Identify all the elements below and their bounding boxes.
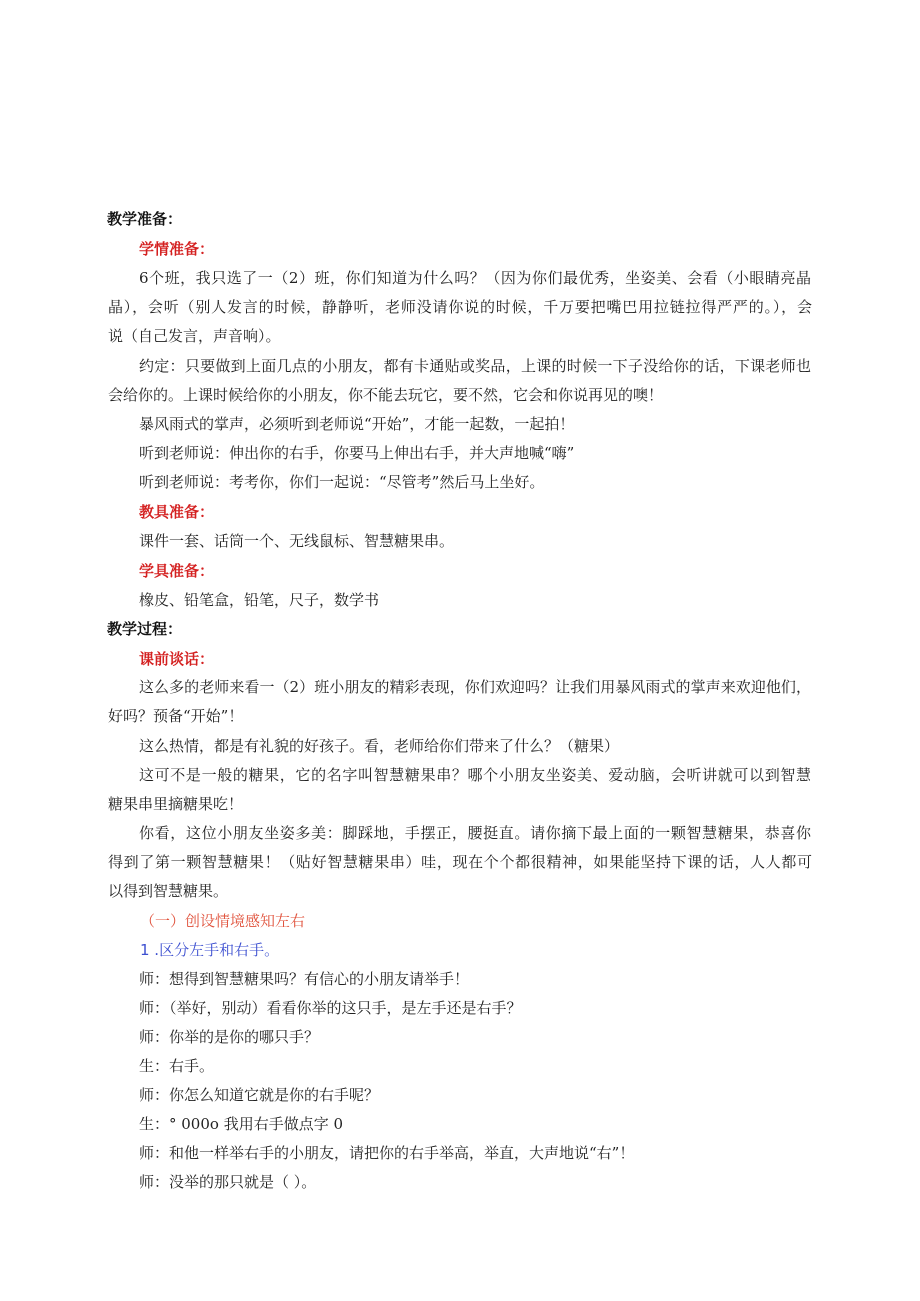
- dialogue-line: 师：（举好，别动）看看你举的这只手，是左手还是右手？: [139, 999, 522, 1017]
- dialogue-line: 师：你怎么知道它就是你的右手呢？: [139, 1086, 380, 1104]
- paragraph-line: 晶），会听（别人发言的时候，静静听，老师没请你说的时候，千万要把嘴巴用拉链拉得严严的。），会: [108, 298, 812, 316]
- dialogue-line: 师：和他一样举右手的小朋友，请把你的右手举高，举直，大声地说“右”！: [139, 1144, 635, 1162]
- student-tools-text: 橡皮、铅笔盒，铅笔，尺子，数学书: [139, 591, 380, 609]
- dialogue-line: 生：右手。: [139, 1057, 215, 1075]
- paragraph-line: 说（自己发言，声音响）。: [108, 327, 281, 345]
- dialogue-line: 师：想得到智慧糖果吗？有信心的小朋友请举手！: [139, 970, 470, 988]
- paragraph-line: 会给你的。上课时候给你的小朋友，你不能去玩它，要不然，它会和你说再见的噢！: [108, 386, 664, 404]
- step-one-heading: 1 .区分左手和右手。: [140, 941, 280, 959]
- paragraph-line: 这么多的老师来看一（2）班小朋友的精彩表现，你们欢迎吗？让我们用暴风雨式的掌声来欢迎他们，: [139, 678, 811, 696]
- paragraph-line: 这可不是一般的糖果，它的名字叫智慧糖果串？哪个小朋友坐姿美、爱动脑，会听讲就可以到智慧: [139, 766, 811, 784]
- section-one-heading: （一）创设情境感知左右: [140, 912, 306, 930]
- teaching-prep-heading: 教学准备：: [107, 210, 183, 228]
- paragraph-line: 这么热情，都是有礼貌的好孩子。看，老师给你们带来了什么？（糖果）: [139, 737, 620, 755]
- student-tools-heading: 学具准备：: [139, 562, 215, 580]
- paragraph-line: 好吗？预备“开始”！: [108, 707, 244, 725]
- pre-class-talk-heading: 课前谈话：: [139, 650, 215, 668]
- paragraph-line: 得到了第一颗智慧糖果！（贴好智慧糖果串）哇，现在个个都很精神，如果能坚持下课的话，人人都可: [108, 853, 812, 871]
- dialogue-line: 师：你举的是你的哪只手？: [139, 1028, 320, 1046]
- paragraph-line: 暴风雨式的掌声，必须听到老师说“开始”，才能一起数，一起拍！: [139, 415, 575, 433]
- paragraph-line: 听到老师说：考考你，你们一起说：“尽管考”然后马上坐好。: [139, 473, 545, 491]
- paragraph-line: 约定：只要做到上面几点的小朋友，都有卡通贴或奖品，上课的时候一下子没给你的话，下课老师也: [139, 357, 811, 375]
- paragraph-line: 听到老师说：伸出你的右手，你要马上伸出右手，并大声地喊“嗨”: [139, 444, 575, 462]
- paragraph-line: 6个班，我只选了一（2）班，你们知道为什么吗？（因为你们最优秀，坐姿美、会看（小眼睛亮晶: [139, 269, 811, 287]
- teaching-tools-heading: 教具准备：: [139, 503, 215, 521]
- student-situation-heading: 学情准备：: [139, 240, 215, 258]
- teaching-process-heading: 教学过程：: [107, 620, 183, 638]
- teaching-tools-text: 课件一套、话筒一个、无线鼠标、智慧糖果串。: [139, 532, 455, 550]
- dialogue-line: 生：° 000o 我用右手做点字 0: [139, 1115, 344, 1133]
- paragraph-line: 你看，这位小朋友坐姿多美：脚踩地，手摆正，腰挺直。请你摘下最上面的一颗智慧糖果，恭喜你: [139, 824, 811, 842]
- dialogue-line: 师：没举的那只就是（ ）。: [139, 1173, 317, 1191]
- paragraph-line: 糖果串里摘糖果吃！: [108, 795, 244, 813]
- paragraph-line: 以得到智慧糖果。: [108, 882, 229, 900]
